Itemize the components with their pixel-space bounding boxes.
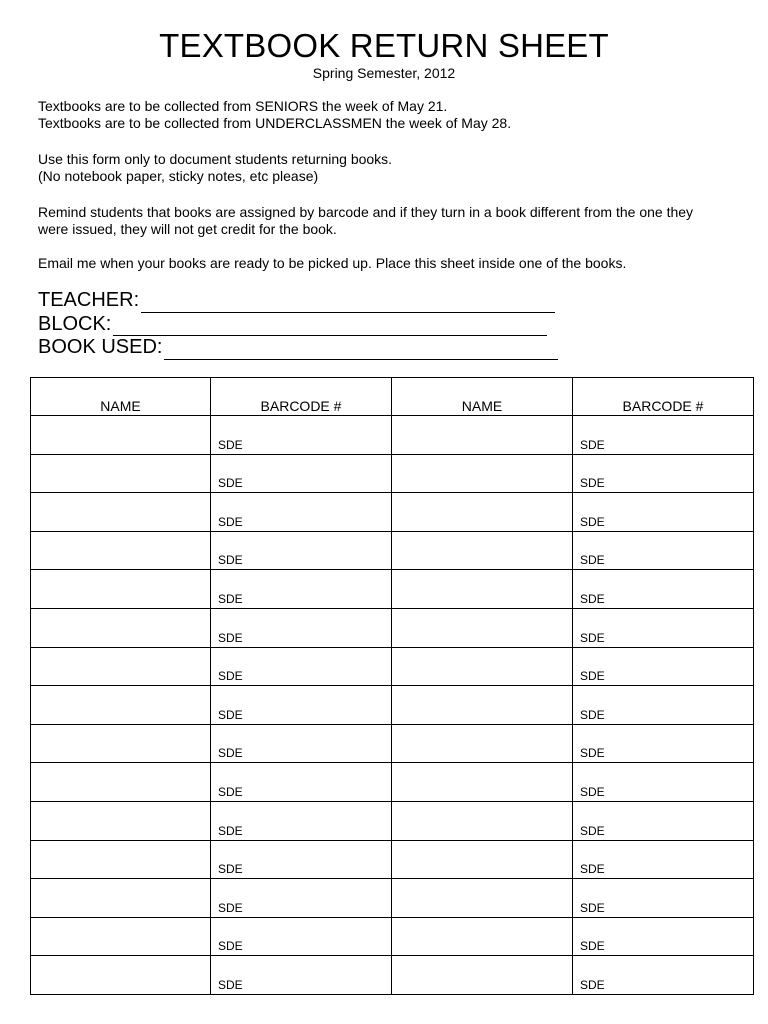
name-cell[interactable] [392,686,573,725]
page-title: TEXTBOOK RETURN SHEET [159,27,609,64]
table-row [31,454,754,493]
form-use-note-line: (No notebook paper, sticky notes, etc please) [38,168,319,184]
name-column-header: NAME [392,378,573,416]
name-cell[interactable] [31,416,211,455]
name-cell[interactable] [392,801,573,840]
table-row [31,493,754,532]
form-use-paragraph [38,151,750,185]
barcode-cell[interactable]: SDE [573,917,754,956]
table-row [31,956,754,995]
barcode-cell[interactable]: SDE [573,416,754,455]
name-cell[interactable] [31,956,211,995]
page-subtitle: Spring Semester, 2012 [312,65,456,81]
name-cell[interactable] [31,724,211,763]
name-cell[interactable] [31,531,211,570]
barcode-cell[interactable]: SDE [573,493,754,532]
barcode-cell[interactable]: SDE [573,879,754,918]
barcode-cell[interactable]: SDE [573,570,754,609]
name-cell[interactable] [392,956,573,995]
teacher-field[interactable] [141,295,555,313]
name-cell[interactable] [392,724,573,763]
name-cell[interactable] [392,493,573,532]
teacher-field-row [38,289,558,313]
name-cell[interactable] [31,570,211,609]
block-field-row [38,313,558,337]
barcode-cell[interactable]: SDE [573,608,754,647]
table-row [31,879,754,918]
barcode-column-header: BARCODE # [573,378,754,416]
name-cell[interactable] [392,879,573,918]
name-cell[interactable] [31,840,211,879]
barcode-cell[interactable]: SDE [211,763,392,802]
table-row [31,608,754,647]
reminder-line-1: Remind students that books are assigned by barcode and if they turn in a book different from the one they [38,204,694,220]
barcode-cell[interactable]: SDE [573,801,754,840]
table-row [31,724,754,763]
barcode-cell[interactable]: SDE [211,570,392,609]
barcode-cell[interactable]: SDE [573,956,754,995]
name-cell[interactable] [392,570,573,609]
name-cell[interactable] [392,917,573,956]
barcode-cell[interactable]: SDE [211,493,392,532]
barcode-cell[interactable]: SDE [573,647,754,686]
barcode-cell[interactable]: SDE [573,724,754,763]
block-field[interactable] [113,318,547,336]
book-used-field[interactable] [164,342,558,360]
barcode-cell[interactable]: SDE [211,454,392,493]
barcode-cell[interactable]: SDE [211,686,392,725]
barcode-cell[interactable]: SDE [573,763,754,802]
barcode-cell[interactable]: SDE [211,956,392,995]
table-row [31,686,754,725]
name-cell[interactable] [31,493,211,532]
teacher-label: TEACHER: [38,289,140,311]
returns-table [30,377,754,995]
name-cell[interactable] [31,454,211,493]
barcode-cell[interactable]: SDE [211,608,392,647]
table-row [31,647,754,686]
barcode-cell[interactable]: SDE [211,724,392,763]
name-cell[interactable] [392,531,573,570]
book-used-field-row [38,336,558,360]
name-cell[interactable] [31,801,211,840]
table-row [31,531,754,570]
barcode-cell[interactable]: SDE [573,840,754,879]
table-row [31,416,754,455]
table-row [31,570,754,609]
email-paragraph [38,255,750,272]
barcode-cell[interactable]: SDE [573,686,754,725]
barcode-cell[interactable]: SDE [573,454,754,493]
collection-dates-paragraph [38,98,750,132]
underclassmen-collection-line: Textbooks are to be collected from UNDERCLASSMEN the week of May 28. [38,115,512,131]
table-row [31,763,754,802]
name-column-header: NAME [31,378,211,416]
barcode-cell[interactable]: SDE [211,879,392,918]
name-cell[interactable] [31,879,211,918]
barcode-column-header: BARCODE # [211,378,392,416]
name-cell[interactable] [392,608,573,647]
name-cell[interactable] [31,647,211,686]
barcode-cell[interactable]: SDE [211,531,392,570]
barcode-cell[interactable]: SDE [211,917,392,956]
email-line: Email me when your books are ready to be picked up. Place this sheet inside one of the books. [38,255,627,271]
reminder-line-2: were issued, they will not get credit for the book. [38,221,337,237]
table-row [31,801,754,840]
name-cell[interactable] [31,917,211,956]
table-header-row [31,378,754,416]
book-used-label: BOOK USED: [38,336,163,358]
barcode-reminder-paragraph [38,204,750,238]
barcode-cell[interactable]: SDE [211,801,392,840]
barcode-cell[interactable]: SDE [573,531,754,570]
form-use-line: Use this form only to document students returning books. [38,151,393,167]
name-cell[interactable] [31,608,211,647]
barcode-cell[interactable]: SDE [211,416,392,455]
name-cell[interactable] [31,686,211,725]
barcode-cell[interactable]: SDE [211,840,392,879]
name-cell[interactable] [392,416,573,455]
name-cell[interactable] [392,840,573,879]
header-fields [38,289,558,360]
name-cell[interactable] [31,763,211,802]
barcode-cell[interactable]: SDE [211,647,392,686]
name-cell[interactable] [392,454,573,493]
name-cell[interactable] [392,763,573,802]
seniors-collection-line: Textbooks are to be collected from SENIORS the week of May 21. [38,98,448,114]
name-cell[interactable] [392,647,573,686]
table-row [31,840,754,879]
block-label: BLOCK: [38,312,112,335]
table-row [31,917,754,956]
